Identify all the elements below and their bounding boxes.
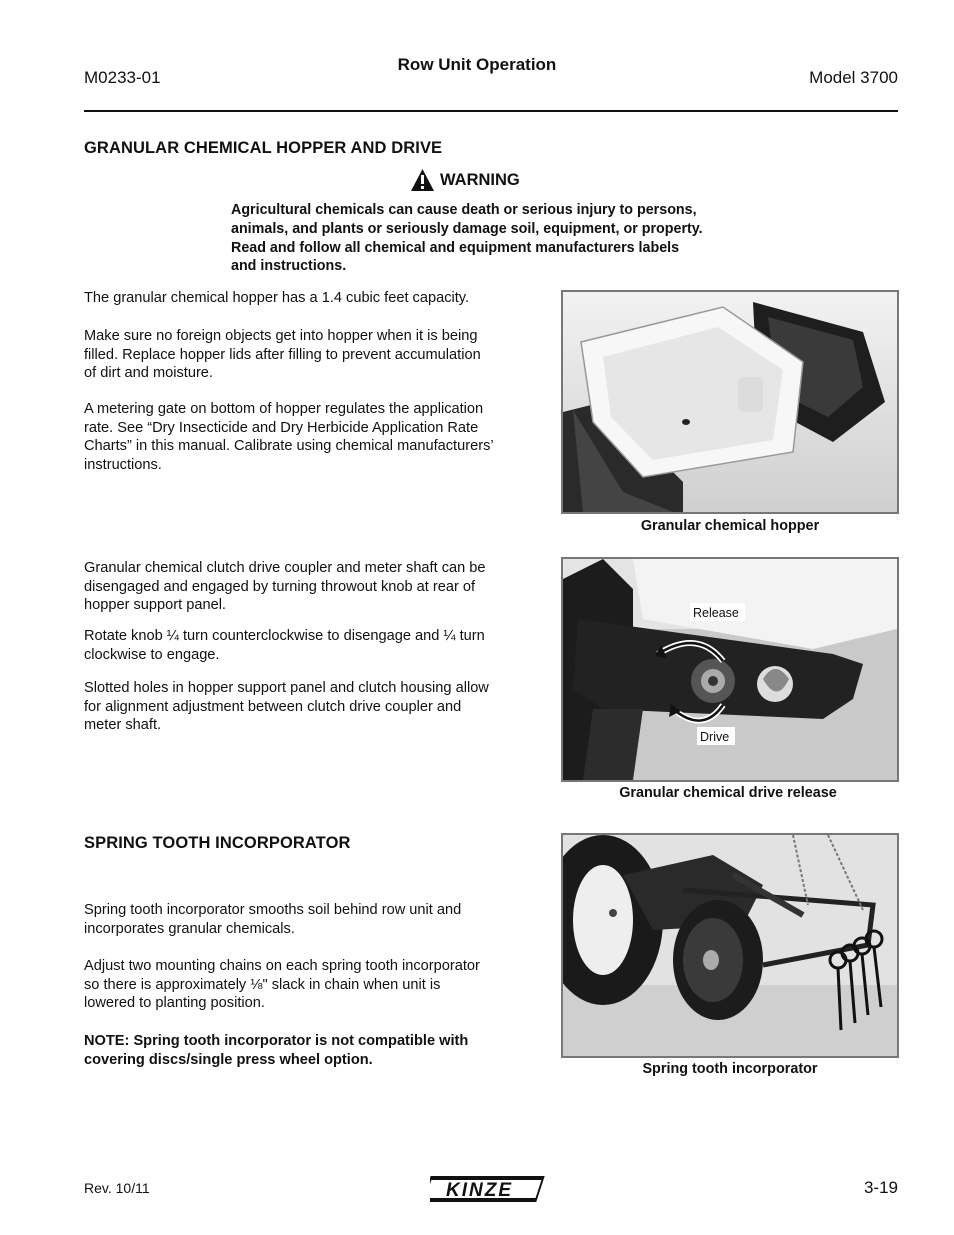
text-line: lowered to planting position. (84, 995, 265, 1012)
paragraph-foreign-objects (84, 327, 529, 383)
text-line: Slotted holes in hopper support panel and clutch housing allow (84, 680, 489, 696)
hopper-photo (561, 290, 899, 514)
incorporator-photo (561, 833, 899, 1058)
model-label: Model 3700 (809, 68, 898, 87)
text-line: so there is approximately ⅛" slack in chain when unit is (84, 976, 441, 993)
warning-line: Agricultural chemicals can cause death or serious injury to persons, (231, 202, 697, 218)
warning-heading (410, 168, 520, 192)
figure-caption-hopper: Granular chemical hopper (640, 518, 820, 534)
paragraph-metering-gate (84, 400, 529, 474)
paragraph-capacity (84, 289, 529, 308)
kinze-logo (430, 1172, 550, 1211)
warning-line: Read and follow all chemical and equipment manufacturers labels (231, 239, 680, 256)
text-line: of dirt and moisture. (84, 365, 213, 382)
warning-line: animals, and plants or seriously damage soil, equipment, or property. (231, 220, 703, 237)
paragraph-clutch-drive (84, 559, 529, 615)
text-line: clockwise to engage. (84, 646, 220, 663)
header-divider (84, 110, 898, 112)
text-line: Make sure no foreign objects get into hopper when it is being (84, 328, 478, 344)
paragraph-rotate-knob (84, 627, 529, 664)
text-line: instructions. (84, 456, 162, 473)
section-header-title: Row Unit Operation (397, 55, 557, 74)
text-line: filled. Replace hopper lids after filling to prevent accumulation (84, 346, 481, 363)
text-line: Rotate knob ¼ turn counterclockwise to disengage and ¼ turn (84, 628, 485, 644)
figure-caption-drive: Granular chemical drive release (619, 785, 837, 801)
text-line: Spring tooth incorporator smooths soil behind row unit and (84, 902, 462, 918)
warning-line: and instructions. (231, 258, 347, 275)
text-line: for alignment adjustment between clutch drive coupler and (84, 698, 462, 715)
text-line: covering discs/single press wheel option. (84, 1051, 373, 1068)
paragraph-chain-adjust (84, 957, 529, 1013)
logo-text: KINZE (446, 1180, 513, 1201)
drive-label: Drive (700, 730, 730, 744)
warning-triangle-icon (410, 168, 435, 192)
text-line: rate. See “Dry Insecticide and Dry Herbicide Application Rate (84, 419, 479, 436)
paragraph-incorporator-purpose (84, 901, 529, 938)
text-line: Adjust two mounting chains on each spring tooth incorporator (84, 958, 480, 974)
warning-text (231, 201, 761, 276)
drive-release-photo (561, 557, 899, 782)
section-title-hopper: GRANULAR CHEMICAL HOPPER AND DRIVE (84, 139, 443, 157)
document-number: M0233-01 (84, 68, 161, 87)
text-line: NOTE: Spring tooth incorporator is not compatible with (84, 1033, 469, 1049)
text-line: A metering gate on bottom of hopper regulates the application (84, 401, 484, 417)
section-title-incorporator: SPRING TOOTH INCORPORATOR (84, 834, 351, 852)
text-line: incorporates granular chemicals. (84, 920, 295, 937)
text-line: hopper support panel. (84, 597, 226, 614)
warning-label: WARNING (440, 170, 520, 189)
text-line: meter shaft. (84, 717, 162, 734)
text-line: The granular chemical hopper has a 1.4 cubic feet capacity. (84, 290, 470, 306)
text-line: disengaged and engaged by turning throwout knob at rear of (84, 578, 476, 595)
paragraph-slotted-holes (84, 679, 529, 735)
revision-date: Rev. 10/11 (84, 1180, 150, 1196)
figure-caption-incorporator: Spring tooth incorporator (642, 1061, 818, 1077)
page-number: 3-19 (863, 1178, 898, 1197)
text-line: Granular chemical clutch drive coupler and meter shaft can be (84, 560, 486, 576)
text-line: Charts” in this manual. Calibrate using chemical manufacturers’ (84, 438, 494, 455)
release-label: Release (693, 606, 739, 620)
note-compatibility (84, 1032, 529, 1069)
